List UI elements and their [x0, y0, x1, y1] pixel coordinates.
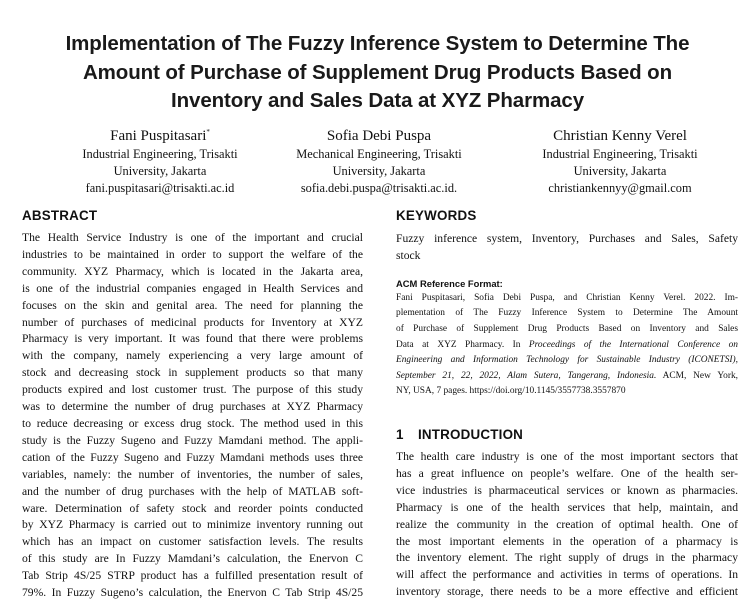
abstract-body	[22, 230, 363, 602]
introduction-line: The health care industry is one of the most important sectors that	[396, 449, 738, 463]
acm-reference-heading: ACM Reference Format:	[396, 277, 503, 289]
abstract-line: Tab Strip 4S/25 STRP product has a fulfilled presentation result of	[22, 569, 363, 583]
abstract-line: ware. Determination of safety stock and reorder points conducted	[22, 501, 363, 515]
acm-reference-line: Data at XYZ Pharmacy. In Proceedings of the International Conference on	[396, 339, 738, 350]
title-line: Implementation of The Fuzzy Inference System to Determine The	[65, 32, 690, 55]
section-title: INTRODUCTION	[418, 426, 524, 442]
abstract-line: variables, namely: the number of inventories, the number of sales,	[22, 467, 363, 481]
author-block	[40, 126, 280, 197]
abstract-line: and the number of drug purchases with the help of MATLAB soft-	[22, 484, 363, 498]
abstract-line: was to determine the number of drug purchases at XYZ Pharmacy	[22, 400, 363, 414]
keywords-heading: KEYWORDS	[396, 208, 477, 223]
acm-reference-line: Engineering and Information Technology for Sustainable Industry (ICONETSI),	[396, 355, 738, 366]
introduction-line: the inventory element. The right supply of drugs in the pharmacy	[396, 551, 738, 565]
abstract-line: is one of the industrial companies engaged in Health Services and	[22, 281, 363, 295]
acm-reference-line: NY, USA, 7 pages. https://doi.org/10.1145/3557738.3557870	[396, 386, 626, 397]
title-line: Inventory and Sales Data at XYZ Pharmacy	[171, 89, 584, 112]
title-line: Amount of Purchase of Supplement Drug Products Based on	[82, 60, 673, 84]
introduction-line: vice industries is pharmaceutical services or known as pharmacies.	[396, 483, 738, 497]
author-affiliation: Industrial Engineering, Trisakti	[542, 147, 698, 161]
introduction-body	[396, 449, 738, 601]
introduction-line: inventory storage, there needs to be a more effective and efficient	[396, 585, 738, 599]
abstract-line: which has an impact on customer satisfaction levels. The results	[22, 535, 363, 549]
introduction-line: Pharmacy is one of the health services that help, maintain, and	[396, 500, 738, 514]
author-affiliation: University, Jakarta	[573, 164, 667, 178]
paper-title	[14, 30, 741, 116]
abstract-line: focuses on the skin and genital area. The need for planning the	[22, 298, 363, 312]
abstract-line: number of purchases of medicinal products for Inventory at XYZ	[22, 315, 363, 329]
abstract-line: community. XYZ Pharmacy, which is located in the Jakarta area,	[22, 264, 363, 278]
introduction-line: will affect the performance and activities in terms of operations. In	[396, 568, 738, 582]
acm-reference-line: plementation of The Fuzzy Inference System to Determine The Amount	[396, 308, 738, 319]
author-affiliation: University, Jakarta	[113, 164, 207, 178]
author-name: Sofia Debi Puspa	[326, 128, 432, 144]
abstract-line: cation of the Fuzzy Sugeno and Fuzzy Mamdani methods uses three	[22, 450, 363, 464]
author-affiliation: University, Jakarta	[332, 164, 426, 178]
acm-reference-line: Fani Puspitasari, Sofia Debi Puspa, and Christian Kenny Verel. 2022. Im-	[396, 292, 738, 303]
author-email: sofia.debi.puspa@trisakti.ac.id.	[300, 181, 458, 195]
introduction-line: realize the community in the creation of optimal health. One of	[396, 517, 738, 531]
author-email: christiankennyy@gmail.com	[548, 181, 692, 195]
abstract-line: Pharmacy is very important. It was found that there were problems	[22, 332, 363, 346]
abstract-line: to reduce decreasing or excess drug stock. The method used in this	[22, 416, 363, 430]
corresponding-author-marker: *	[206, 128, 210, 136]
abstract-line: stock and decreasing stock in supplement products so that many	[22, 366, 363, 380]
abstract-line: industries to be maintained in order to support the welfare of the	[22, 247, 363, 261]
abstract-line: products expired and lost customer trust. The purpose of this study	[22, 383, 363, 397]
abstract-line: with the company, namely experiencing a very large amount of	[22, 349, 363, 363]
section-number: 1	[396, 426, 404, 442]
acm-reference-line: September 21, 22, 2022, Alam Sutera, Tangerang, Indonesia. ACM, New York,	[396, 370, 738, 381]
author-name: Fani Puspitasari*	[110, 128, 210, 144]
author-block	[262, 126, 496, 197]
abstract-line: 79%. In Fuzzy Sugeno’s calculation, the Enervon C Tab Strip 4S/25	[22, 586, 363, 600]
introduction-line: has a great influence on people’s welfare. One of the health ser-	[396, 466, 738, 480]
author-affiliation: Industrial Engineering, Trisakti	[82, 147, 238, 161]
abstract-line: The Health Service Industry is one of the important and crucial	[22, 231, 363, 244]
abstract-line: by XYZ Pharmacy is carried out to minimize inventory running out	[22, 518, 363, 532]
author-email: fani.puspitasari@trisakti.ac.id	[85, 181, 235, 195]
abstract-line: study is the Fuzzy Sugeno and Fuzzy Mamdani method. The appli-	[22, 433, 363, 447]
acm-reference-body	[396, 291, 738, 400]
keywords-line: stock	[396, 248, 421, 262]
keywords-body	[396, 231, 738, 265]
introduction-heading	[396, 426, 738, 443]
abstract-heading: ABSTRACT	[22, 208, 98, 223]
keywords-line: Fuzzy inference system, Inventory, Purchases and Sales, Safety	[396, 232, 738, 245]
author-block	[500, 126, 740, 197]
introduction-line: the most important elements in the operation of a pharmacy is	[396, 534, 738, 548]
author-name: Christian Kenny Verel	[553, 128, 687, 144]
author-affiliation: Mechanical Engineering, Trisakti	[296, 147, 462, 161]
left-column	[22, 207, 363, 602]
right-column	[396, 207, 738, 601]
abstract-line: of this study are In Fuzzy Mamdani’s calculation, the Enervon C	[22, 552, 363, 566]
acm-reference-line: of Purchase of Supplement Drug Products Based on Inventory and Sales	[396, 324, 738, 334]
